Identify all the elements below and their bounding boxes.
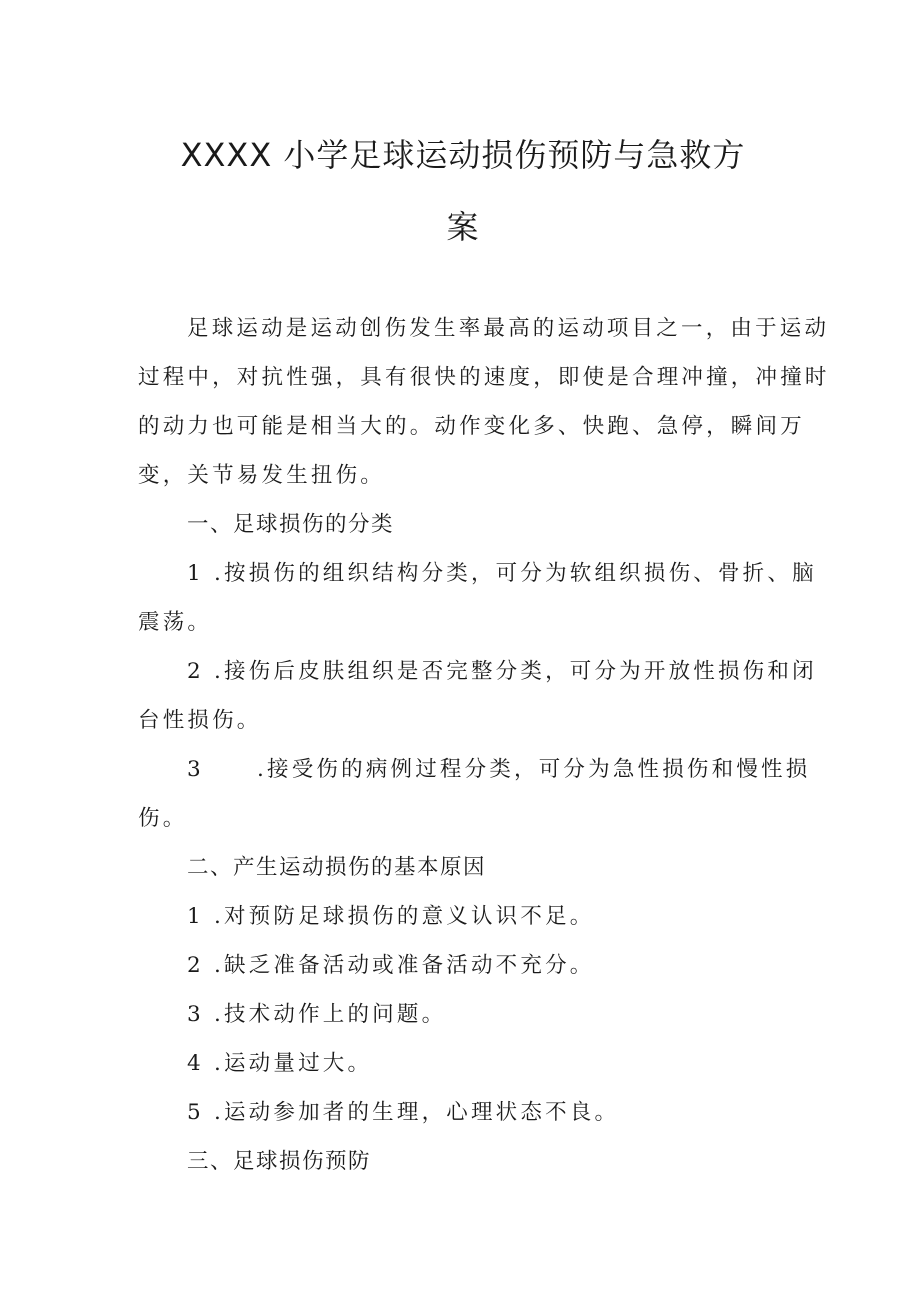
item-text: .对预防足球损伤的意义认识不足。 [213,904,595,929]
section-1-item-3-line-1 [187,755,810,785]
item-text: .接伤后皮肤组织是否完整分类，可分为开放性损伤和闭 [213,659,817,684]
document-title-line-2: 案 [446,208,480,246]
item-number: 5 [187,1100,204,1125]
section-1-item-3-line-2: 伤。 [138,806,188,831]
document-title-line-1: XXXX 小学足球运动损伤预防与急救方 [180,136,746,174]
section-1-item-2-line-1 [187,657,817,687]
intro-line-2: 过程中，对抗性强，具有很快的速度，即使是合理冲撞，冲撞时 [138,365,830,390]
item-number: 3 [187,1002,204,1027]
section-1-item-1-line-1 [187,559,817,589]
item-text: .运动量过大。 [213,1051,373,1076]
section-2-item-1 [187,902,594,932]
intro-line-4: 变，关节易发生扭伤。 [138,463,386,488]
section-3-heading: 三、足球损伤预防 [187,1149,372,1174]
intro-line-3: 的动力也可能是相当大的。动作变化多、快跑、急停，瞬间万 [138,414,805,439]
section-2-heading: 二、产生运动损伤的基本原因 [187,855,487,880]
item-text: .运动参加者的生理，心理状态不良。 [213,1100,620,1125]
section-1-heading: 一、足球损伤的分类 [187,512,395,537]
section-2-item-5 [187,1098,619,1128]
item-text: .按损伤的组织结构分类，可分为软组织损伤、骨折、脑 [213,561,817,586]
section-2-item-3 [187,1000,446,1030]
item-number: 1 [187,904,204,929]
item-number: 4 [187,1051,204,1076]
item-text: .接受伤的病例过程分类，可分为急性损伤和慢性损 [257,757,811,782]
item-text: .技术动作上的问题。 [213,1002,447,1027]
item-text: .缺乏准备活动或准备活动不充分。 [213,953,595,978]
item-number: 2 [187,953,204,978]
item-number: 3 [187,757,204,782]
intro-line-1: 足球运动是运动创伤发生率最高的运动项目之一，由于运动 [187,316,830,341]
item-number: 1 [187,561,204,586]
section-2-item-2 [187,951,594,981]
section-1-item-1-line-2: 震荡。 [138,610,213,635]
section-1-item-2-line-2: 台性损伤。 [138,708,262,733]
section-2-item-4 [187,1049,372,1079]
item-number: 2 [187,659,204,684]
